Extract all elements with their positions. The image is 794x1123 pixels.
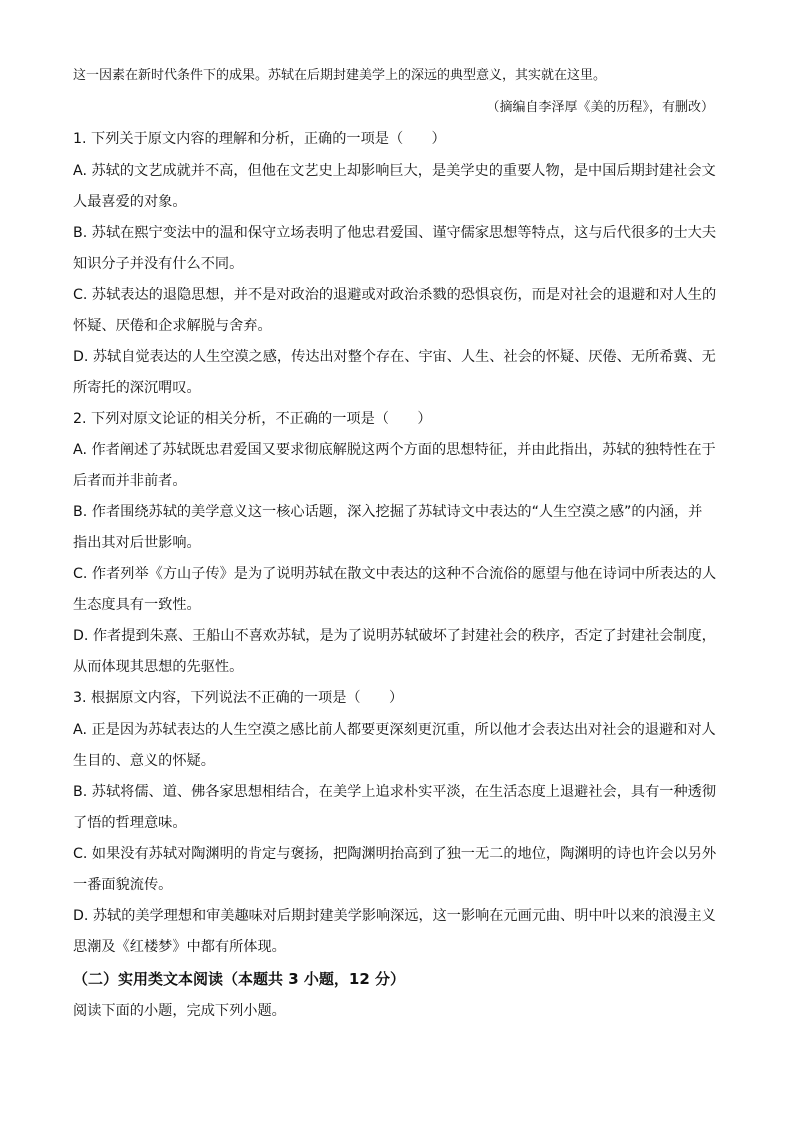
q2-option-c-cont: 生态度具有一致性。 bbox=[73, 597, 201, 613]
q1-option-c-cont: 怀疑、厌倦和企求解脱与舍弃。 bbox=[73, 318, 272, 334]
q1-option-a-cont: 人最喜爱的对象。 bbox=[73, 194, 187, 210]
q2-option-b-cont: 指出其对后世影响。 bbox=[73, 535, 201, 551]
q3-option-c: C. 如果没有苏轼对陶渊明的肯定与褒扬，把陶渊明抬高到了独一无二的地位，陶渊明的诗也许会以另外 bbox=[73, 846, 717, 862]
q1-option-a: A. 苏轼的文艺成就并不高，但他在文艺史上却影响巨大，是美学史的重要人物，是中国后期封建社会文 bbox=[73, 163, 716, 179]
q3-option-c-cont: 一番面貌流传。 bbox=[73, 877, 173, 893]
q2-option-d-cont: 从而体现其思想的先驱性。 bbox=[73, 659, 244, 675]
q2-option-b: B. 作者围绕苏轼的美学意义这一核心话题，深入挖掘了苏轼诗文中表达的“人生空漠之感”的内涵，并 bbox=[73, 504, 703, 520]
q3-option-d-cont: 思潮及《红楼梦》中都有所体现。 bbox=[73, 939, 286, 955]
question-3-stem: 3. 根据原文内容，下列说法不正确的一项是（ ） bbox=[73, 690, 404, 706]
intro-line: 这一因素在新时代条件下的成果。苏轼在后期封建美学上的深远的典型意义，其实就在这里。 bbox=[73, 68, 607, 83]
q2-option-c: C. 作者列举《方山子传》是为了说明苏轼在散文中表达的这种不合流俗的愿望与他在诗词中所表达的人 bbox=[73, 566, 717, 582]
section-heading: （二）实用类文本阅读（本题共 3 小题，12 分） bbox=[73, 970, 405, 988]
q3-option-b: B. 苏轼将儒、道、佛各家思想相结合，在美学上追求朴实平淡，在生活态度上退避社会，具有一种透彻 bbox=[73, 784, 717, 800]
q2-option-a-cont: 后者而并非前者。 bbox=[73, 473, 187, 489]
q3-option-d: D. 苏轼的美学理想和审美趣味对后期封建美学影响深远，这一影响在元画元曲、明中叶以来的浪漫主义 bbox=[73, 908, 716, 924]
q3-option-b-cont: 了悟的哲理意味。 bbox=[73, 815, 187, 831]
q1-option-d-cont: 所寄托的深沉喟叹。 bbox=[73, 380, 201, 396]
q2-option-d: D. 作者提到朱熹、王船山不喜欢苏轼，是为了说明苏轼破坏了封建社会的秩序，否定了封建社会制度， bbox=[73, 628, 716, 644]
q1-option-b: B. 苏轼在熙宁变法中的温和保守立场表明了他忠君爱国、谨守儒家思想等特点，这与后代很多的士大夫 bbox=[73, 225, 717, 241]
q3-option-a-cont: 生目的、意义的怀疑。 bbox=[73, 753, 215, 769]
q1-option-d: D. 苏轼自觉表达的人生空漠之感，传达出对整个存在、宇宙、人生、社会的怀疑、厌倦、无所希冀、无 bbox=[73, 349, 716, 365]
q1-option-c: C. 苏轼表达的退隐思想，并不是对政治的退避或对政治杀戮的恐惧哀伤，而是对社会的退避和对人生的 bbox=[73, 287, 717, 303]
source-citation: （摘编自李泽厚《美的历程》，有删改） bbox=[486, 100, 714, 115]
question-1-stem: 1. 下列关于原文内容的理解和分析，正确的一项是（ ） bbox=[73, 131, 446, 147]
q1-option-b-cont: 知识分子并没有什么不同。 bbox=[73, 256, 244, 272]
question-2-stem: 2. 下列对原文论证的相关分析，不正确的一项是（ ） bbox=[73, 411, 432, 427]
q3-option-a: A. 正是因为苏轼表达的人生空漠之感比前人都要更深刻更沉重，所以他才会表达出对社会的退避和对人 bbox=[73, 722, 716, 738]
q2-option-a: A. 作者阐述了苏轼既忠君爱国又要求彻底解脱这两个方面的思想特征，并由此指出，苏轼的独特性在于 bbox=[73, 442, 716, 458]
section-instruction: 阅读下面的小题，完成下列小题。 bbox=[73, 1003, 286, 1019]
